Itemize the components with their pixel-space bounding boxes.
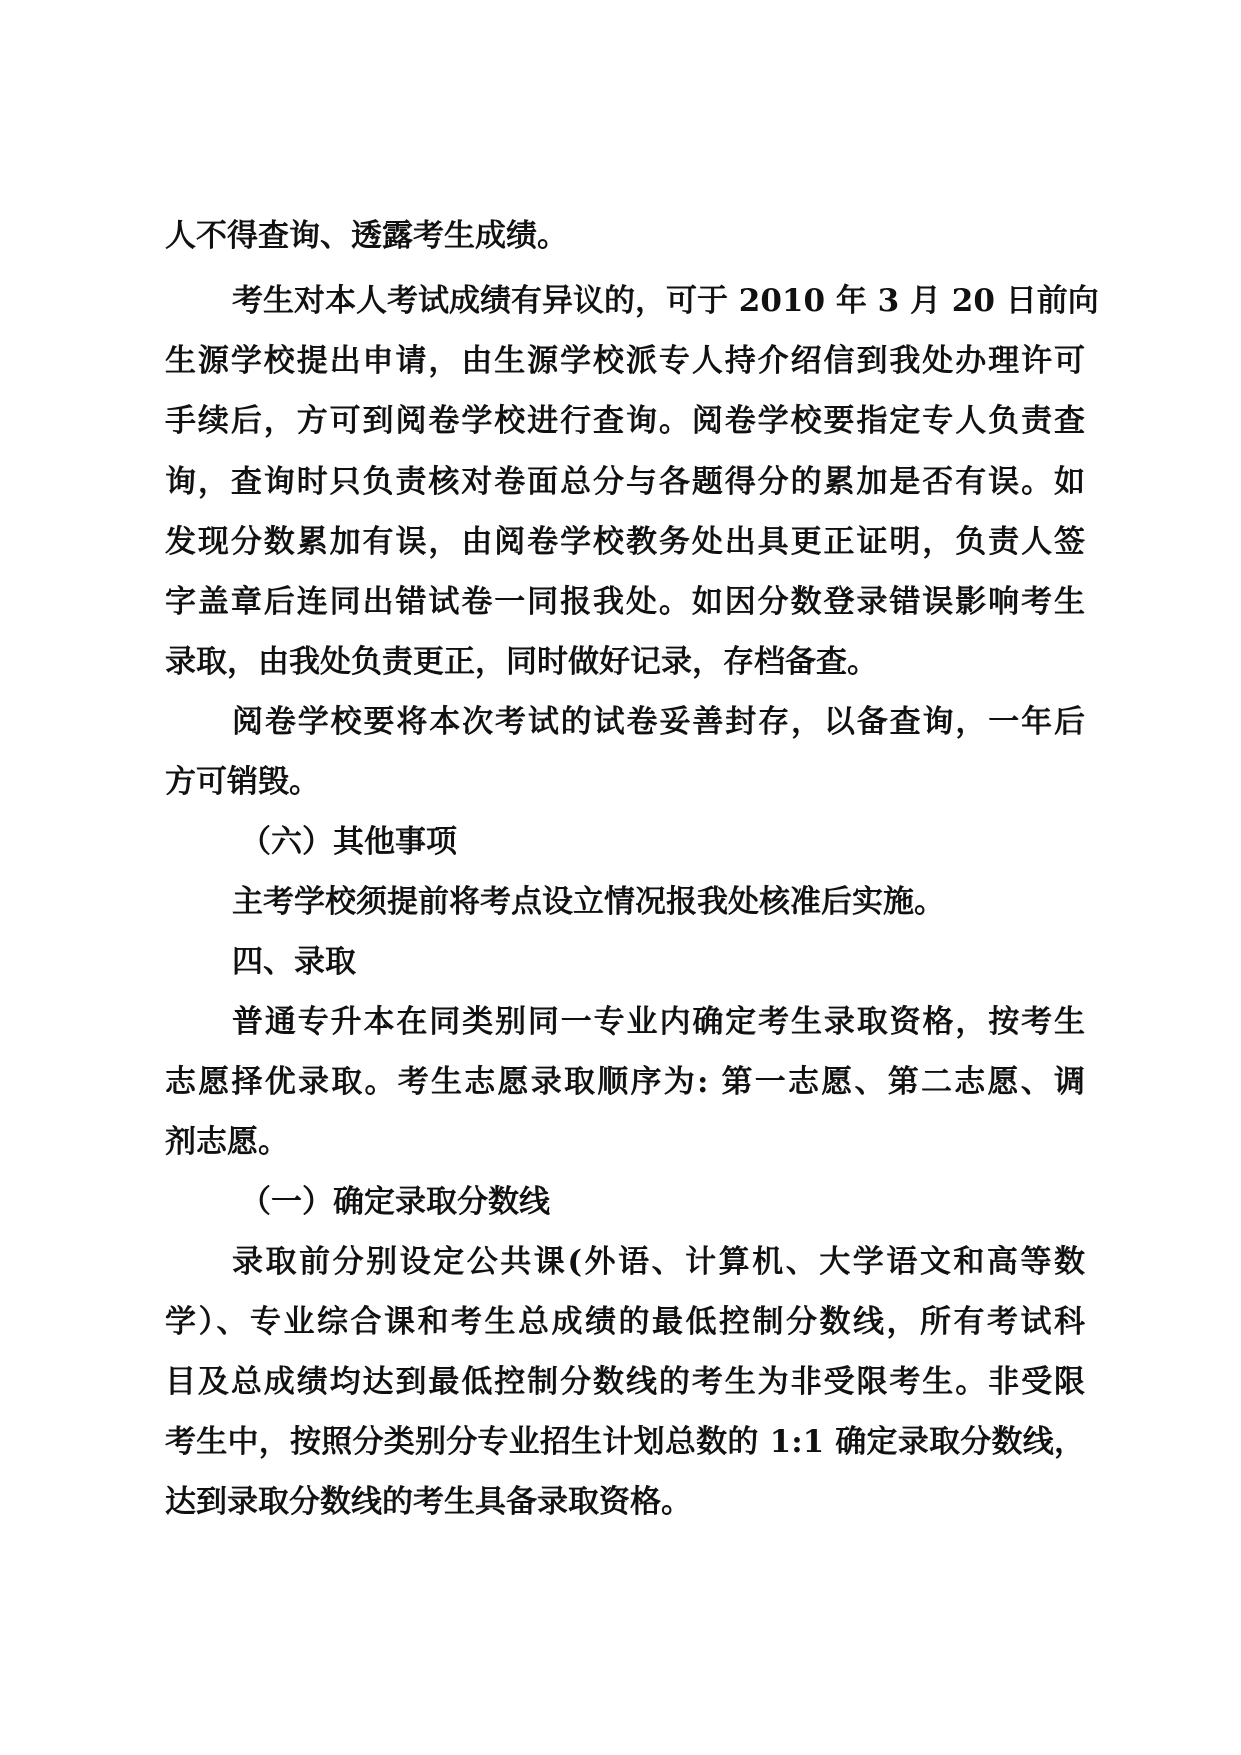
paragraph-line: 主考学校须提前将考点设立情况报我处核准后实施。 [232, 884, 945, 920]
section-heading: （一）确定录取分数线 [240, 1184, 550, 1220]
paragraph-line: 剂志愿。 [165, 1124, 289, 1160]
section-heading: 四、录取 [232, 944, 356, 980]
paragraph-line: 学）、专业综合课和考生总成绩的最低控制分数线，所有考试科 [165, 1304, 1085, 1340]
paragraph-line: 考生对本人考试成绩有异议的，可于 2010 年 3 月 20 日前向 [232, 283, 1099, 319]
paragraph-line: 志愿择优录取。考生志愿录取顺序为: 第一志愿、第二志愿、调 [165, 1064, 1085, 1100]
paragraph-line: 生源学校提出申请，由生源学校派专人持介绍信到我处办理许可 [165, 343, 1085, 379]
paragraph-line: 录取，由我处负责更正，同时做好记录，存档备查。 [165, 644, 878, 680]
paragraph-line: 录取前分别设定公共课(外语、计算机、大学语文和高等数 [232, 1244, 1085, 1280]
paragraph-line: 方可销毁。 [165, 764, 320, 800]
paragraph-line: 字盖章后连同出错试卷一同报我处。如因分数登录错误影响考生 [165, 584, 1085, 620]
paragraph-line: 阅卷学校要将本次考试的试卷妥善封存，以备查询，一年后 [232, 704, 1085, 740]
paragraph-line: 手续后，方可到阅卷学校进行查询。阅卷学校要指定专人负责查 [165, 403, 1085, 439]
paragraph-line: 目及总成绩均达到最低控制分数线的考生为非受限考生。非受限 [165, 1364, 1085, 1400]
paragraph-line: 普通专升本在同类别同一专业内确定考生录取资格，按考生 [232, 1004, 1085, 1040]
section-heading: （六）其他事项 [240, 824, 457, 860]
paragraph-line: 询，查询时只负责核对卷面总分与各题得分的累加是否有误。如 [165, 464, 1085, 500]
paragraph-line: 达到录取分数线的考生具备录取资格。 [165, 1484, 692, 1520]
paragraph-line: 考生中，按照分类别分专业招生计划总数的 1:1 确定录取分数线， [165, 1424, 1085, 1460]
text-line: 人不得查询、透露考生成绩。 [165, 218, 568, 254]
paragraph-line: 发现分数累加有误，由阅卷学校教务处出具更正证明，负责人签 [165, 524, 1085, 560]
